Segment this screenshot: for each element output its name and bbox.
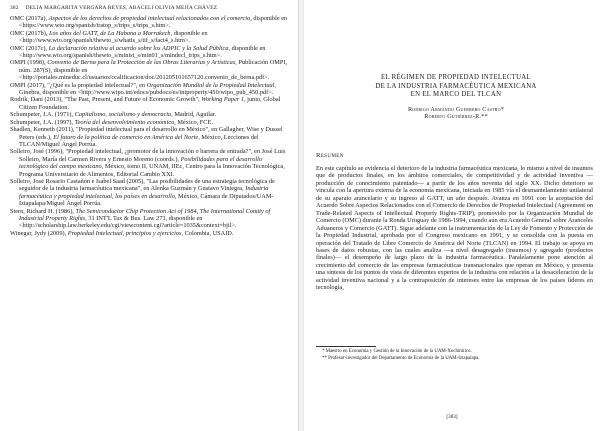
reference-entry [10,30,290,45]
reference-text: OMPI (1998), [10,59,48,67]
reference-entry [10,45,290,60]
chapter-heading [318,74,594,121]
reference-title: Aspectos de los derechos de propiedad intelectual relacionados con el comercio [48,15,251,22]
reference-text: , México, tomo II, UNAM, IIEc, Centro para la Innovación Tecnológica, Programa Universitario de Alimentos, Editorial Cambio XXI. [19,163,285,178]
reference-title: The Semiconductor Chip Protection Act of 1984, The International Comity of Industrial Property Rights [19,207,271,222]
reference-text: , Ginebra, disponible en <http://www.wipo.int/edocs/pubdocs/es/intproperty/450/wipo_pub_450.pdf>. [19,81,276,97]
reference-text: Solleiro, José (1996), "Propiedad intelectual, ¿promotor de la innovación o barrera de entrada?", en José Luis Solleiro, María del Carmen Rivera y Ernesto Moreno (coords.), [10,148,286,163]
reference-text: Schumpeter, J.A. (1971), [10,111,75,119]
reference-title: Propiedad Intelectual, principios y ejercicios [67,229,182,237]
reference-title: El futuro de la política de comercio en América del Norte [53,133,199,141]
reference-entry [10,82,290,97]
reference-title: Organización Mundial de la Propiedad Intelectual [146,81,275,89]
reference-text: , Madrid, Aguilar. [171,111,217,119]
author-line: Rodrigo Armando Guerrero Castro* [407,105,505,113]
footnote: ** Profesor-investigador del Departamento de Economía de la UAM-Iztapalapa. [322,356,480,362]
chapter-title-line: EL RÉGIMEN DE PROPIEDAD INTELECTUAL [381,74,531,81]
reference-text: Solleiro, José Rosario Castañón e Isabel Saad (2005), "Las posibilidades de una estrategia tecnológica de seguidor de la industria farmacéutica mexicana", en Alenka Guzmán y Gustavo Viniegra, [10,177,275,193]
reference-text: , disponible en <https://www.wto.org/spanish/tratop_s/trips_s/trips_s.htm>. [19,15,288,30]
reference-title: Industria farmacéutica y propiedad intelectual, los países en desarrollo [19,185,269,200]
reference-text: Schumpeter, J.A. (1997), [10,118,75,126]
footnote-rule [316,346,376,347]
reference-text: , México, FCE. [174,118,213,126]
page-folio: [383] [446,414,458,420]
reference-title: Los años del GATT, de La Habana a Marrakech [49,29,171,37]
reference-text: OMC (2017c), [10,44,49,52]
reference-text: , junio, Global Citizen Foundation. [19,96,281,111]
reference-entry [10,15,290,30]
reference-entry [10,111,290,118]
reference-text: , México, Lecciones del TLCAN/Miguel Ángel Porrúa. [19,133,259,148]
author-line: Roberto Gutiérrez-R.** [424,113,488,121]
reference-title: Convenio de Berna para la Protección de las Obras Literarias y Artísticas [47,59,236,67]
reference-entry [10,119,290,126]
reference-text: OMPI (2017), "¿Qué es la propiedad intelectual?", en [10,81,147,89]
abstract-text: En este capítulo se evidencia el deterioro de la industria farmacéutica mexicana, lo mismo a nivel de insumos que de productos finales, en los ámbitos comerciales, de competitividad y de actividad inventiva —producción de conocimiento patentado— a partir de los años noventa del siglo XX. Dicho deterioro se vincula con la apertura externa de la economía mexicana, iniciada en 1985 vía el desmantelamiento unilateral de su aparato arancelario y su ingreso al GATT, un año después. Avanza en 1991 con la aceptación del Acuerdo Sobre Aspectos Relacionados con el Comercio de Derechos de Propiedad Intelectual (Agreement on Trade-Related Aspects of Intellectual Property Rights-TRIP), promovido por la Organización Mundial de Comercio (OMC) durante la Ronda Uruguay de 1986-1994, cuando aún era Acuerdo General sobre Aranceles Aduaneros y Comercio (GATT). Sigue adelante con la instrumentación de la Ley de Fomento y Protección de la Propiedad Industrial, aprobada por el Congreso mexicano en 1991, y se consolida con la puesta en operación del Tratado de Libre Comercio de América del Norte (TLCAN) en 1994. El trabajo se apoya en bases de datos robustas, con las cuales analiza —a nivel desagregado (insumos) y agregado (productos finales)— el desempeño de largo plazo de la industria farmacéutica. Paralelamente pone atención al crecimiento del comercio de las empresas farmacéuticas transnacionales que operan en México, y presenta una síntesis de los puntos de vista de diferentes expertos de la industria con relación a la desaceleración de la actividad inventiva nacional y a la contraposición de intereses entre las empresas de los países líderes en tecnología, [316,165,593,292]
reference-entry [10,208,290,230]
abstract-heading: Resumen [316,152,344,159]
reference-entry [10,126,290,148]
reference-entry [10,230,290,237]
footnote: * Maestro en Economía y Gestión de la Innovación de la UAM-Xochimilco. [322,349,472,354]
reference-entry [10,148,290,178]
reference-text: , disponible en <http://www.wto.org/spanish/thewto_s/whatis_s/tif_s/fact4_s.htm>. [19,29,208,45]
chapter-title-line: DE LA INDUSTRIA FARMACÉUTICA MEXICANA [375,82,537,90]
reference-title: Capitalismo, socialismo y democracia [74,111,172,119]
reference-title: Working Paper 1 [201,96,245,104]
reference-text: Rodrik, Dani (2013), "The Past, Present, and Future of Economic Growth", [10,96,202,104]
running-head: DELIA MARGARITA VERGARA REYES, ABACELI OLIVIA MEJÍA CHÁVEZ [25,5,218,11]
reference-text: OMC (2017b), [10,29,50,37]
reference-text: , disponible en <http://www.wto.org/spanish/thewto_s/minist_s/min01_s/mindecl_trips_s.htm>. [19,44,266,60]
chapter-authors [318,106,594,121]
bibliography-list [10,15,290,237]
reference-text: , Colombia, USAID. [181,229,234,237]
reference-text: Stern, Richard H. (1986), [10,207,76,215]
left-page [0,0,296,431]
reference-entry [10,59,290,81]
chapter-title [318,74,594,100]
reference-text: , México, Cámara de Diputados/UAM-Iztapalapa/Miguel Ángel Porrúa. [19,192,274,208]
footnotes [316,349,593,363]
reference-text: Shadlen, Kenneth (2011), "Propiedad intelectual para el desarrollo en México", en Gallagher, Wise y Dussel Peters (eds.), [10,126,283,141]
reference-entry [10,96,290,111]
right-page [304,0,600,431]
reference-text: , 31 INT'L Tax & Bus. Law 273, disponible en <http://scholarship.law.berkeley.edu/cgi/viewcontent.cgi?article=1035&context=bjil>. [19,214,237,230]
running-header [10,5,217,11]
reference-title: Posibilidades para el desarrollo tecnológico del campo mexicano [19,155,263,171]
page-number: 382 [10,5,19,11]
reference-text: OMC (2017a), [10,15,49,22]
reference-text: , Publicación OMPI, núm. 287(S), disponible en <http://portales.mineduc.cl/usuarios/ccalificacion/doc/201205101657120.convenio_de_berna.pdf>. [19,59,288,82]
chapter-title-line: EN EL MARCO DEL TLCAN [410,91,502,99]
reference-title: La declaración relativa al acuerdo sobre los ADPIC y la Salud Pública [48,44,229,52]
reference-entry [10,178,290,208]
reference-text: Winegar, Jydy (2009), [10,229,68,237]
reference-title: Teoría del desenvolvimiento económico [74,118,175,126]
